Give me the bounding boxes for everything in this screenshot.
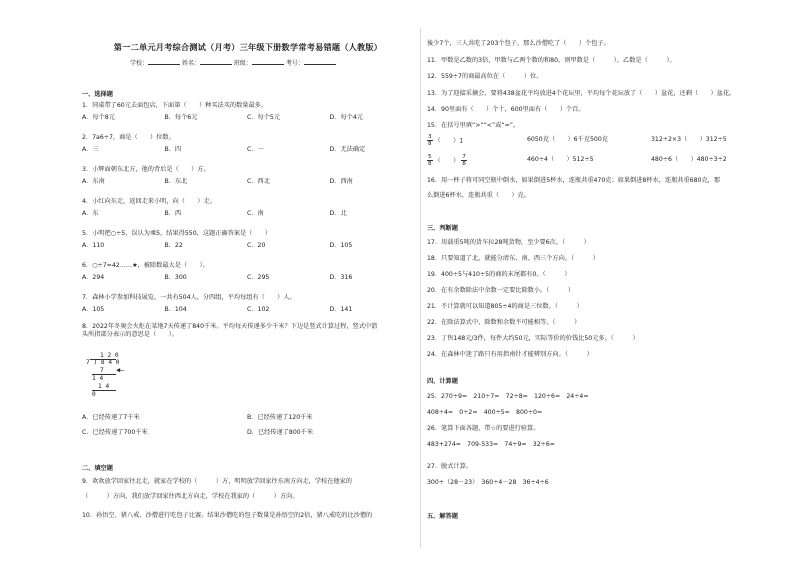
question-22: 22．在除法算式中，除数和余数不可能相等。（ ）: [427, 319, 581, 326]
option-b: B．每个6元: [164, 114, 198, 122]
step-3: [92, 383, 116, 391]
compare-mid: （ ）: [434, 157, 460, 164]
question-12: 12．559÷7的商最高位在（ ）位。: [427, 73, 543, 80]
options: [82, 114, 412, 122]
option-b: B．东北: [164, 178, 188, 186]
option-c: C．一: [247, 146, 264, 154]
question-text: 2．7a6÷7，商是（ ）位数。: [82, 134, 175, 141]
school-blank: [148, 58, 180, 65]
question-1: [82, 102, 412, 122]
step-1-text: 7: [100, 366, 104, 374]
question-text: 9．欢欢放学回家往北走，就家在学校的（ ）方，明明放学回家往东南方向走，学校在他家的: [82, 478, 352, 485]
compare-item-3: 312÷2×3（ ）312÷5: [651, 135, 727, 143]
question-20: 20．在有余数除法中余数一定要比除数小。（ ）: [427, 287, 575, 294]
fraction: $\frac{5}{8}$: [428, 153, 432, 167]
question-23: 23．丁售148元/3件，每件大约50元，实际等价的价钱比50元多。（ ）: [427, 335, 639, 342]
fraction: $\frac{7}{8}$: [462, 153, 466, 167]
compare-row-1: [427, 133, 767, 147]
division-bar: [90, 359, 116, 360]
question-3: [82, 166, 412, 186]
question-10: 10．孙悟空、猪八戒、沙僧进行吃包子比赛。结果沙僧吃的包子数量是孙悟空的2倍，猪八戒吃的比沙僧的: [82, 512, 373, 519]
option-c: C．20: [247, 242, 266, 250]
option-b: B．300: [164, 274, 187, 282]
option-a: A．已经传递了7千米: [82, 414, 140, 421]
student-info-row: [130, 58, 390, 67]
question-4: [82, 198, 412, 218]
step-1: [92, 367, 116, 375]
question-text-cont: 头所指部分表示的意思是（ ）。: [82, 331, 178, 339]
question-text: 7．森林小学参加科技展览，一共有504人，分四组，平均每组有（ ）人。: [82, 294, 296, 301]
option-a: A．三: [82, 146, 99, 154]
exam-no-label: 考号：: [285, 60, 304, 67]
name-blank: [200, 58, 232, 65]
option-d: D．已经传递了800千米: [247, 429, 314, 437]
options: [82, 274, 412, 282]
arrow-icon: ◀—: [116, 366, 125, 374]
question-21: 21．不计算就可以知道805÷4的商是三位数。（ ）: [427, 303, 583, 310]
option-d: D．141: [329, 306, 353, 314]
page-title: 第一二单元月考综合测试（月考）三年级下册数学常考易错题（人教版）: [113, 42, 383, 52]
option-c: C．每个5元: [247, 114, 281, 122]
option-a: A．105: [82, 306, 105, 314]
question-26: 26．笔算下面各题，带☆的要进行验算。: [427, 425, 540, 432]
option-c: C．西北: [247, 178, 270, 186]
option-a: A．东南: [82, 178, 105, 186]
section-fill-title: 二、填空题: [82, 465, 113, 472]
option-b: B．22: [164, 242, 183, 250]
compare-fraction-1: [427, 134, 523, 147]
option-c: C．295: [247, 274, 270, 282]
question-text: 5．小明把○÷5，误认为乘5，结果得550，这题正确答案是（ ）: [82, 230, 271, 237]
option-c: C．102: [247, 306, 270, 314]
question-text: 1．同桌带了60元去面包店，下面第（ ）种买法买的数量最多。: [82, 102, 268, 109]
option-b: B．四: [164, 146, 182, 154]
class-blank: [252, 58, 284, 65]
question-text: 8．2022年冬奥会火炬在某地7天传递了840千米。平均每天传递多少千米？下边是竖式计算过程，竖式中箭: [82, 323, 378, 330]
section-choice-title: 一、选择题: [82, 91, 113, 98]
compare-tail: （ ）1: [434, 137, 464, 144]
question-8-options: [82, 414, 412, 437]
question-9: [82, 478, 417, 501]
options-row-2: [82, 429, 412, 437]
compare-item-5: 460÷4（ ）512÷5: [527, 155, 594, 163]
option-a: A．294: [82, 274, 105, 282]
question-25-row-2: 408÷4= 0÷2= 400÷5= 800÷0=: [427, 409, 543, 416]
question-text-cont: 么倒进6杯水，连瓶共重（ ）克。: [427, 192, 530, 200]
option-b: B．已经传递了120千米: [247, 414, 313, 421]
question-24: 24．在森林中迷了路只有用指南针才能辨别方向。（ ）: [427, 351, 593, 358]
compare-fraction-2: [427, 154, 523, 167]
option-d: D．每个4元: [329, 114, 363, 122]
option-a: A．每个8元: [82, 114, 115, 122]
option-c: C．已经传递了700千米: [82, 429, 148, 437]
column-divider: [420, 28, 421, 548]
school-label: 学校：: [130, 60, 149, 67]
name-label: 姓名：: [181, 60, 200, 67]
question-14: 14．90里面有（ ）个十，600里面有（ ）个百。: [427, 106, 585, 113]
option-a: A．110: [82, 242, 105, 250]
question-15: 15．在括号里填“>”“<”或“=”。: [427, 122, 520, 129]
question-11: 11．甲数是乙数的3倍，甲数与乙两个数的和80，则甲数是（ ），乙数是（ ）。: [427, 57, 676, 64]
long-division-figure: [86, 352, 126, 398]
options: [82, 146, 412, 154]
options: [82, 210, 412, 218]
question-27: 27．脱式计算。: [427, 463, 472, 470]
question-text: 3．小辉面朝东北方，他的背后是（ ）方。: [82, 166, 210, 173]
question-25-row-1: 25．270÷9= 210÷7= 72÷8= 120÷6= 24÷4=: [427, 393, 589, 400]
option-c: C．南: [247, 210, 264, 218]
compare-item-6: 480÷6（ ）480÷3÷2: [651, 155, 727, 163]
fraction: $\frac{3}{8}$: [428, 133, 432, 147]
section-solve-title: 五、解答题: [427, 513, 458, 520]
option-b: B．104: [164, 306, 187, 314]
compare-row-2: [427, 153, 767, 167]
step-2: 1 4: [92, 375, 104, 383]
remainder: 0: [92, 390, 96, 398]
section-calc-title: 四、计算题: [427, 378, 458, 385]
option-d: D．北: [329, 210, 347, 218]
options-row-1: [82, 414, 412, 422]
dividend: 7 ) 8 4 0: [86, 359, 120, 367]
options: [82, 242, 412, 250]
question-5: [82, 230, 412, 250]
option-d: D．105: [329, 242, 353, 250]
compare-item-2: 6050克（ ）6千克500克: [527, 135, 608, 143]
question-27-row: 300÷（28－23） 360÷4－28 36÷4÷6: [427, 479, 549, 486]
step-3-text: 1 4: [98, 382, 110, 390]
question-8: [82, 323, 412, 339]
question-18: 18．只要知道了北，就能分清东、南、西三个方向。（ ）: [427, 255, 599, 262]
option-b: B．西: [164, 210, 182, 218]
question-13: 13．为了迎接采摘会，要将438盆花平均放进4个花坛里，平均每个花坛放了（ ）盆花，还剩（ ）盆花。: [427, 90, 736, 97]
question-26-row: 483+274= 709-533= 74÷9= 32÷6=: [427, 441, 555, 448]
question-text: 16．用一杯子将可同空瓶中倒水，如果倒进5杯水，连瓶共重470克；如果倒进8杯水，连瓶共重680克，那: [427, 177, 721, 184]
class-label: 班级：: [233, 60, 252, 67]
option-a: A．东: [82, 210, 99, 218]
option-d: D．316: [329, 274, 353, 282]
question-10-cont: 後少7个，三人共吃了203个包子，那么沙僧吃了（ ）个包子。: [427, 40, 610, 47]
question-6: [82, 262, 412, 282]
question-19: 19．400÷5与410÷5的商的末尾都有0。（ ）: [427, 271, 571, 278]
question-text: 6．○÷7=42……★，被除数最大是（ ）。: [82, 262, 209, 269]
options: [82, 178, 412, 186]
question-2: [82, 134, 412, 154]
exam-no-blank: [304, 58, 336, 65]
question-17: 17．用载重5吨的货车拉28吨货物，至少要6次。（ ）: [427, 239, 590, 246]
option-d: D．无法确定: [329, 146, 366, 154]
question-7: [82, 294, 412, 314]
question-16: [427, 177, 792, 200]
question-text-cont: （ ）方向，我们放学回家往西北方向走，学校在我家的（ ）方向。: [82, 493, 299, 501]
option-d: D．西南: [329, 178, 353, 186]
options: [82, 306, 412, 314]
quotient: 1 2 0: [100, 352, 119, 359]
question-text: 4．小红向东走，返回走来小明，向（ ）走。: [82, 198, 216, 205]
section-judge-title: 三、判断题: [427, 225, 458, 232]
